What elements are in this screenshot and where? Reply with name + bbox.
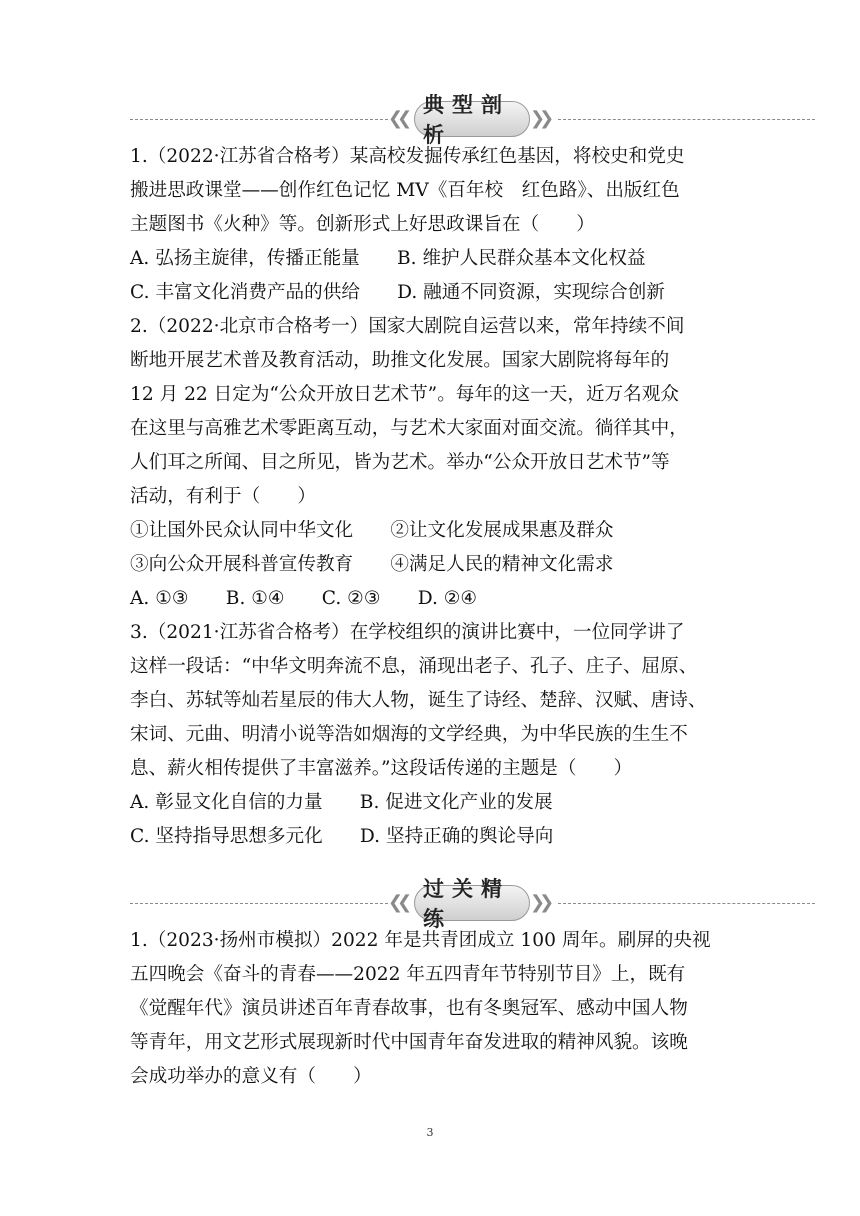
option-line: A. 弘扬主旋律，传播正能量 B. 维护人民群众基本文化权益 [130, 248, 646, 269]
text-line: 活动，有利于（ ） [130, 486, 316, 507]
text-line: 李白、苏轼等灿若星辰的伟大人物，诞生了诗经、楚辞、汉赋、唐诗、 [130, 690, 707, 711]
section-title: 典型剖析 [414, 101, 530, 137]
text-line: 2.（2022·北京市合格考一）国家大剧院自运营以来，常年持续不间 [130, 316, 685, 337]
banner-divider-left [130, 903, 388, 904]
option-line: C. 丰富文化消费产品的供给 D. 融通不同资源，实现综合创新 [130, 282, 665, 303]
text-line: 《觉醒年代》演员讲述百年青春故事，也有冬奥冠军、感动中国人物 [130, 998, 688, 1019]
banner-divider-right [558, 119, 815, 120]
chevron-left-icon: ❮❮ [388, 892, 407, 913]
text-line: 这样一段话：“中华文明奔流不息，涌现出老子、孔子、庄子、屈原、 [130, 656, 698, 677]
section-title: 过关精练 [414, 885, 530, 921]
chevron-right-icon: ❯❯ [530, 108, 549, 129]
chevron-left-icon: ❮❮ [388, 108, 407, 129]
text-line: 会成功举办的意义有（ ） [130, 1066, 372, 1087]
section-banner-1 [130, 93, 815, 147]
text-line: 断地开展艺术普及教育活动，助推文化发展。国家大剧院将每年的 [130, 350, 670, 371]
section-banner-2 [130, 877, 815, 931]
option-line: A. 彰显文化自信的力量 B. 促进文化产业的发展 [130, 792, 553, 813]
text-line: 五四晚会《奋斗的青春——2022 年五四青年节特别节目》上，既有 [130, 964, 686, 985]
option-line: A. ①③ B. ①④ C. ②③ D. ②④ [130, 588, 478, 609]
page-number: 3 [426, 1126, 434, 1139]
chevron-right-icon: ❯❯ [530, 892, 549, 913]
option-line: C. 坚持指导思想多元化 D. 坚持正确的舆论导向 [130, 826, 554, 847]
text-line: 3.（2021·江苏省合格考）在学校组织的演讲比赛中，一位同学讲了 [130, 622, 685, 643]
text-line: 宋词、元曲、明清小说等浩如烟海的文学经典，为中华民族的生生不 [130, 724, 688, 745]
text-line: 人们耳之所闻、目之所见，皆为艺术。举办“公众开放日艺术节”等 [130, 452, 670, 473]
text-line: 12 月 22 日定为“公众开放日艺术节”。每年的这一天，近万名观众 [130, 384, 679, 405]
text-line: 1.（2022·江苏省合格考）某高校发掘传承红色基因，将校史和党史 [130, 146, 685, 167]
text-line: 息、薪火相传提供了丰富滋养。”这段话传递的主题是（ ） [130, 758, 633, 779]
option-line: ①让国外民众认同中华文化 ②让文化发展成果惠及群众 [130, 520, 614, 541]
text-line: 主题图书《火种》等。创新形式上好思政课旨在（ ） [130, 214, 595, 235]
option-line: ③向公众开展科普宣传教育 ④满足人民的精神文化需求 [130, 554, 614, 575]
text-line: 搬进思政课堂——创作红色记忆 MV《百年校 红色路》、出版红色 [130, 180, 680, 201]
text-line: 在这里与高雅艺术零距离互动，与艺术大家面对面交流。徜徉其中， [130, 418, 688, 439]
banner-divider-left [130, 119, 388, 120]
text-line: 等青年，用文艺形式展现新时代中国青年奋发进取的精神风貌。该晚 [130, 1032, 688, 1053]
text-line: 1.（2023·扬州市模拟）2022 年是共青团成立 100 周年。刷屏的央视 [130, 930, 711, 951]
banner-divider-right [558, 903, 815, 904]
